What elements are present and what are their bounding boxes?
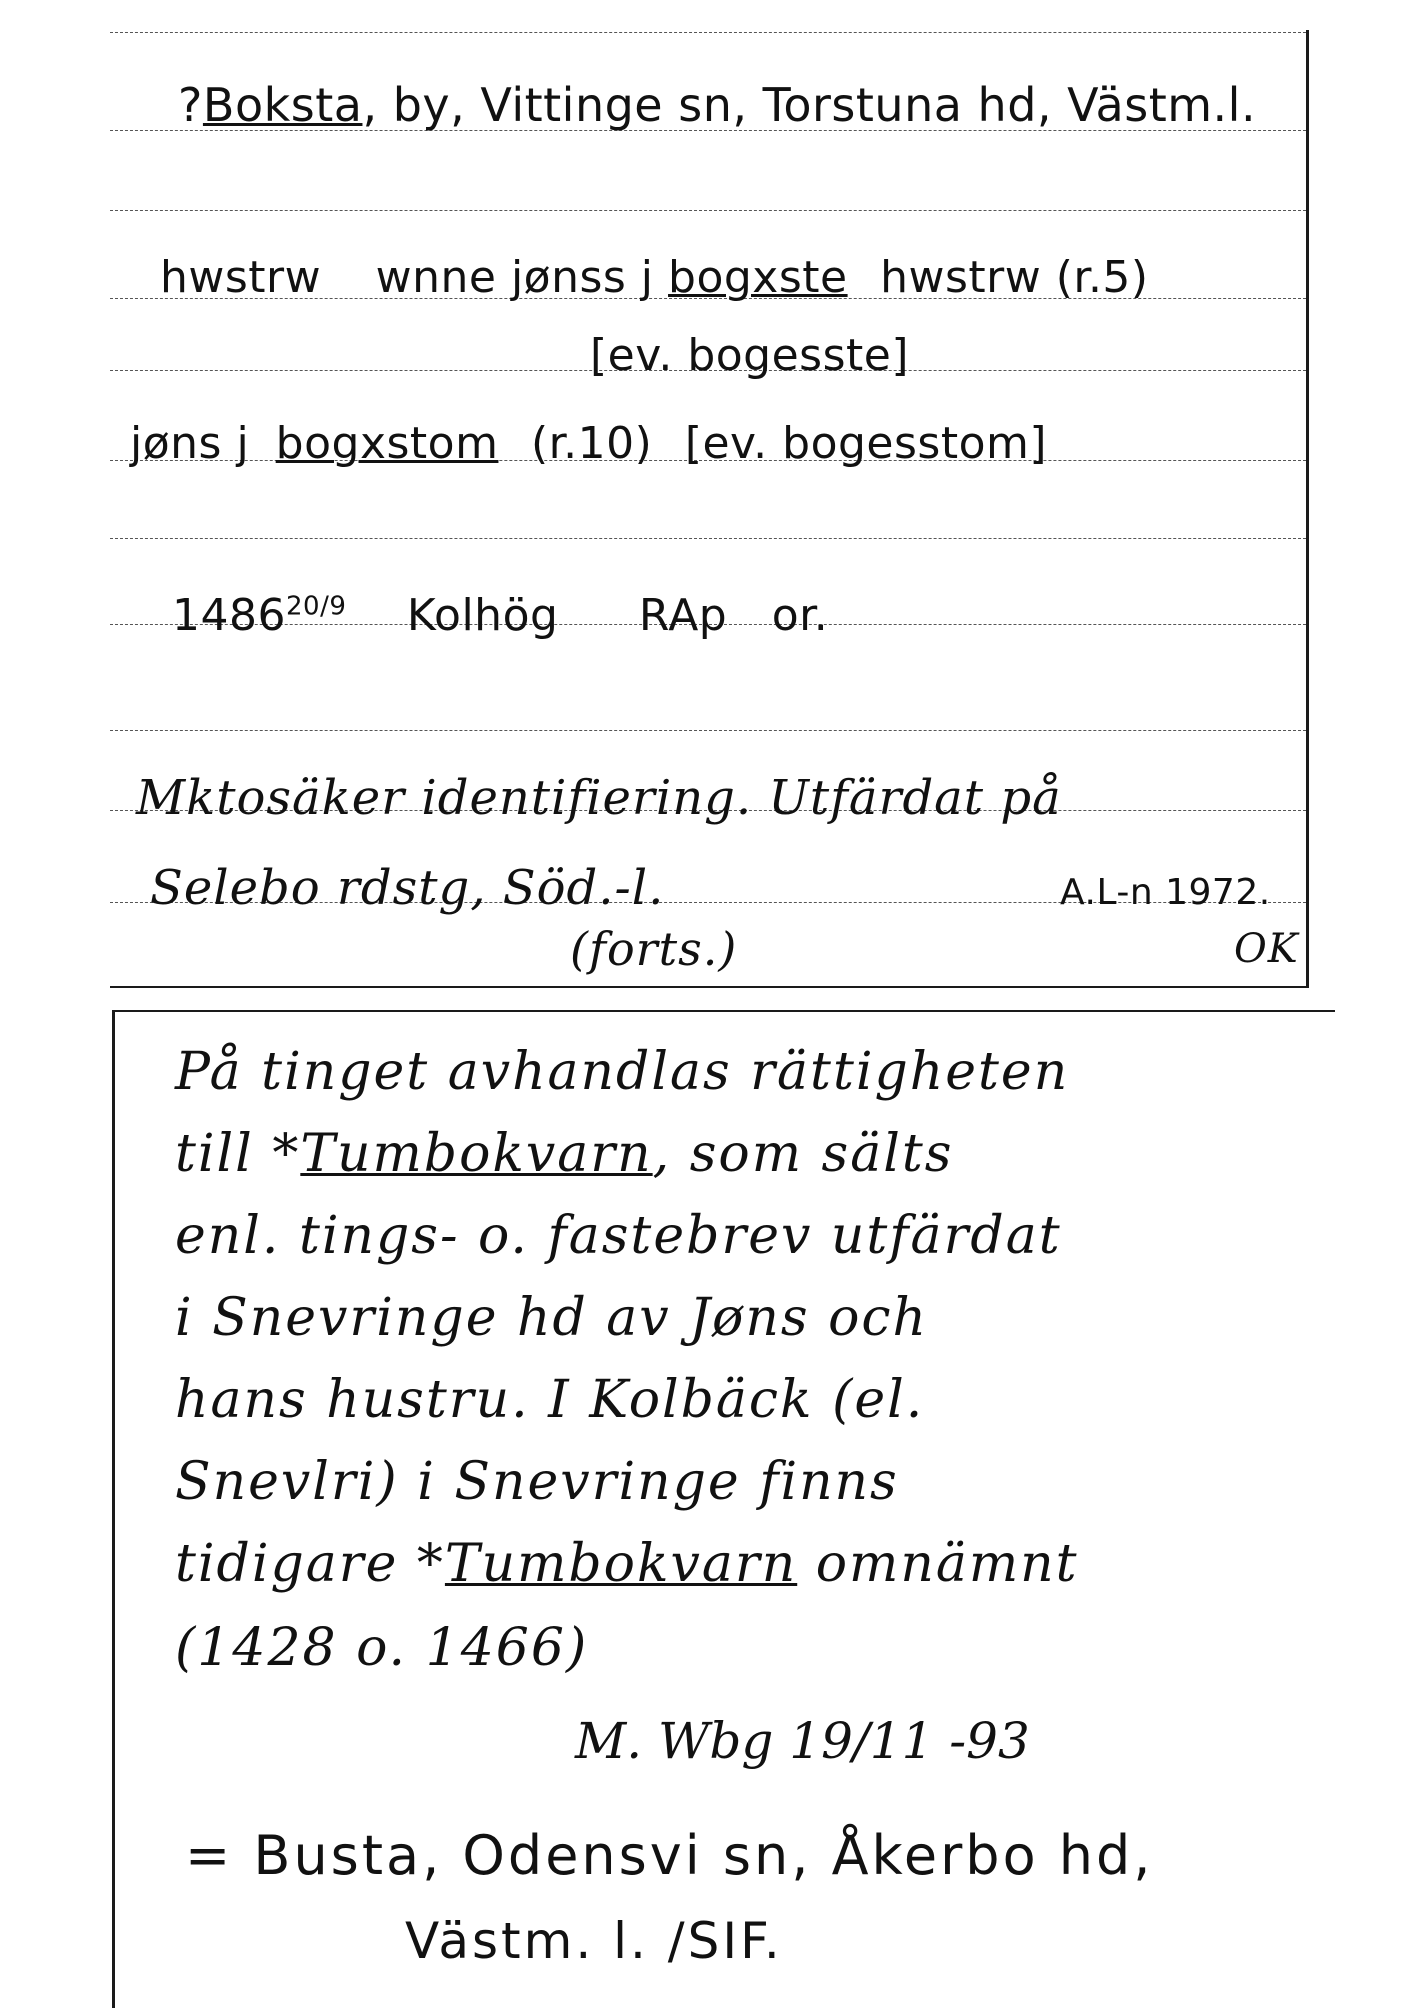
ref-r10: (r.10) [530, 418, 653, 469]
handwritten-line: (1428 o. 1466) [175, 1618, 589, 1678]
ruled-line [110, 730, 1306, 731]
header-location: , by, Vittinge sn, Torstuna hd, Västm.l. [362, 78, 1257, 132]
handwritten-note-1: Mktosäker identifiering. Utfärdat på [136, 770, 1062, 826]
top-index-card [110, 30, 1309, 988]
ok-mark: OK [1234, 926, 1299, 972]
handwritten-line: enl. tings- o. fastebrev utfärdat [175, 1206, 1062, 1266]
archive-ref: RAp [638, 590, 728, 641]
day-month: 20/9 [285, 591, 347, 622]
card-header [178, 78, 1256, 132]
year: 1486 [172, 590, 286, 641]
handwritten-line: På tinget avhandlas rättigheten [175, 1042, 1070, 1102]
card-signature-date: A.L-n 1972. [1060, 872, 1271, 913]
form-bogxstom: bogxstom [275, 418, 499, 469]
footer-identification-2: Västm. l. /SIF. [405, 1912, 783, 1970]
phrase-hwstrw-r5: hwstrw (r.5) [880, 252, 1149, 303]
uncertainty-mark: ? [178, 78, 203, 132]
source-line-2 [130, 418, 1047, 469]
alt-reading-1: [ev. bogesste] [590, 330, 910, 381]
continued-mark: (forts.) [570, 922, 738, 976]
place-name: Boksta [202, 78, 363, 132]
source-line-1 [160, 252, 1149, 303]
phrase-wnne-jonss: wnne jønss j [375, 252, 654, 303]
handwritten-line: tidigare *Tumbokvarn omnämnt [175, 1534, 1079, 1594]
original-mark: or. [771, 590, 829, 641]
footer-identification: = Busta, Odensvi sn, Åkerbo hd, [185, 1824, 1154, 1887]
handwritten-line: till *Tumbokvarn, som sälts [175, 1124, 954, 1184]
alt-reading-2: [ev. bogesstom] [684, 418, 1048, 469]
place-kolhog: Kolhög [406, 590, 559, 641]
date-source-line [172, 590, 828, 641]
phrase-jons-j: jøns j [130, 418, 250, 469]
handwritten-signature-date: M. Wbg 19/11 -93 [575, 1712, 1030, 1770]
handwritten-note-2: Selebo rdstg, Söd.-l. [150, 860, 665, 916]
word-hwstrw: hwstrw [160, 252, 322, 303]
handwritten-line: hans hustru. I Kolbäck (el. [175, 1370, 925, 1430]
form-bogxste: bogxste [668, 252, 848, 303]
handwritten-line: i Snevringe hd av Jøns och [175, 1288, 928, 1348]
ruled-line [110, 538, 1306, 539]
ruled-line [110, 210, 1306, 211]
bottom-handwritten-card [112, 1010, 1335, 2008]
handwritten-line: Snevlri) i Snevringe finns [175, 1452, 899, 1512]
ruled-line [110, 32, 1306, 33]
